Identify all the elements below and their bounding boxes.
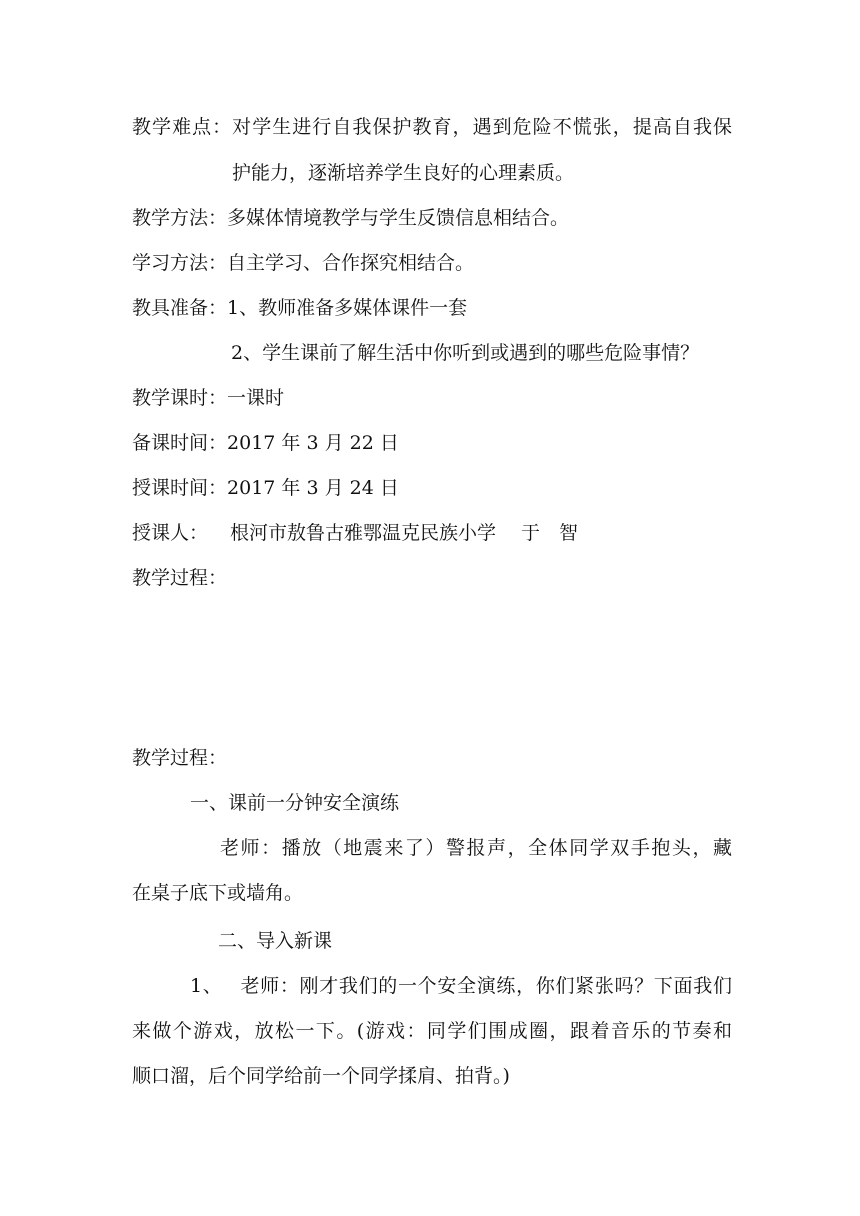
section-2-heading: 二、导入新课 xyxy=(218,930,333,952)
difficulty-text: 对学生进行自我保护教育，遇到危险不慌张，提高自我保 xyxy=(232,116,732,138)
method-label: 教学方法： xyxy=(132,207,228,229)
difficulty-continuation: 护能力，逐渐培养学生良好的心理素质。 xyxy=(232,162,575,184)
teach-time-text: 2017 年 3 月 24 日 xyxy=(227,477,399,499)
difficulty-label: 教学难点： xyxy=(132,116,233,138)
prep-time-line xyxy=(132,431,399,455)
hours-line xyxy=(132,386,284,410)
tools-item-2: 2、学生课前了解生活中你听到或遇到的哪些危险事情？ xyxy=(231,342,700,364)
item-1-text: 老师：刚才我们的一个安全演练，你们紧张吗？下面我们 xyxy=(240,975,732,997)
section-1-heading: 一、课前一分钟安全演练 xyxy=(190,792,400,814)
tools-item-1: 1、教师准备多媒体课件一套 xyxy=(227,297,468,319)
difficulty-line xyxy=(132,115,732,139)
teach-time-label: 授课时间： xyxy=(132,477,228,499)
hours-label: 教学课时： xyxy=(132,387,228,409)
item-1-line-1 xyxy=(190,974,732,998)
study-text: 自主学习、合作探究相结合。 xyxy=(227,252,475,274)
study-line xyxy=(132,251,474,275)
teach-time-line xyxy=(132,476,399,500)
prep-time-text: 2017 年 3 月 22 日 xyxy=(227,432,399,454)
tools-label: 教具准备： xyxy=(132,297,228,319)
method-text: 多媒体情境教学与学生反馈信息相结合。 xyxy=(227,207,570,229)
prep-time-label: 备课时间： xyxy=(132,432,228,454)
item-1-line-3: 顺口溜，后个同学给前一个同学揉肩、拍背。) xyxy=(132,1065,510,1087)
section-1-line-2: 在桌子底下或墙角。 xyxy=(132,882,304,904)
study-label: 学习方法： xyxy=(132,252,228,274)
teacher-label: 授课人： xyxy=(132,522,209,544)
method-line xyxy=(132,206,569,230)
process-heading: 教学过程： xyxy=(132,747,228,769)
teacher-line xyxy=(132,521,578,545)
tools-line xyxy=(132,296,467,320)
hours-text: 一课时 xyxy=(227,387,285,409)
item-1-line-2: 来做个游戏，放松一下。(游戏：同学们围成圈，跟着音乐的节奏和 xyxy=(132,1020,732,1042)
item-1-number: 1、 xyxy=(190,975,223,997)
process-label: 教学过程： xyxy=(132,567,228,589)
teacher-text: 根河市敖鲁古雅鄂温克民族小学 于 智 xyxy=(230,522,579,544)
section-1-line-1: 老师：播放（地震来了）警报声，全体同学双手抱头，藏 xyxy=(220,837,732,859)
